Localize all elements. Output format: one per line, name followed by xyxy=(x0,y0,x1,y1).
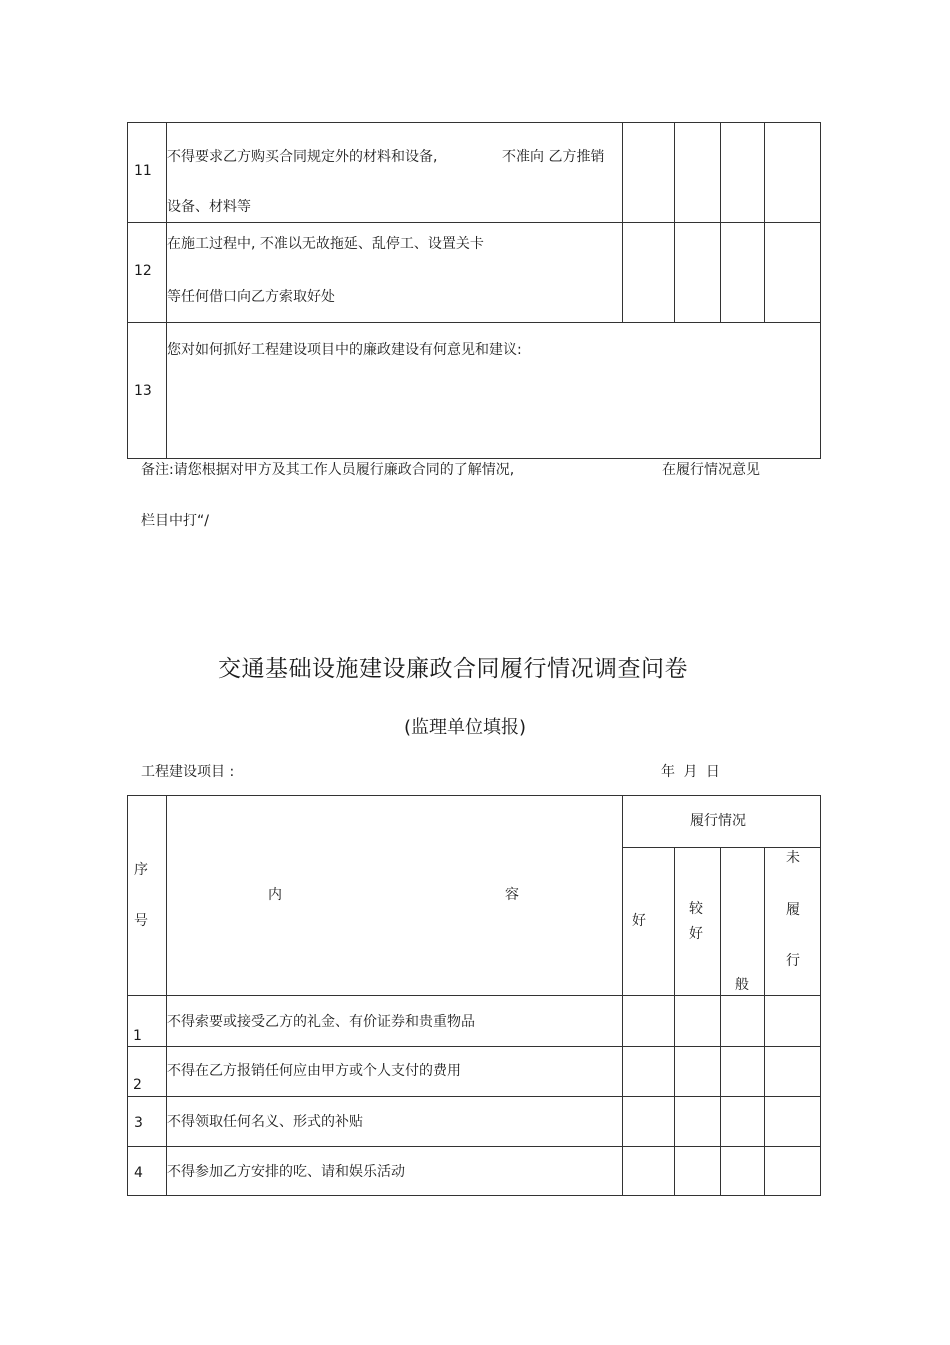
header-content: 容 xyxy=(505,887,519,903)
row-text: 不得要求乙方购买合同规定外的材料和设备, xyxy=(167,149,438,165)
column-divider xyxy=(720,122,721,322)
row-text: 在施工过程中, 不准以无故拖延、乱停工、设置关卡 xyxy=(167,236,484,252)
row-number: 3 xyxy=(134,1115,143,1131)
table-border xyxy=(127,795,128,1196)
table-border xyxy=(127,1195,821,1196)
row-divider xyxy=(127,995,821,996)
header-not-performed: 履 xyxy=(786,902,800,918)
row-number: 4 xyxy=(134,1165,143,1181)
header-seq: 序 xyxy=(134,862,148,878)
column-divider xyxy=(622,795,623,1196)
column-divider xyxy=(720,847,721,1196)
column-divider xyxy=(674,847,675,1196)
note-text: 备注:请您根据对甲方及其工作人员履行廉政合同的了解情况, xyxy=(141,462,515,478)
note-text: 栏目中打“/ xyxy=(141,513,209,529)
row-divider xyxy=(127,1096,821,1097)
project-label: 工程建设项目 : xyxy=(141,764,235,780)
row-text: 不得在乙方报销任何应由甲方或个人支付的费用 xyxy=(167,1063,461,1079)
header-fair: 较 xyxy=(689,901,703,917)
document-title: 交通基础设施建设廉政合同履行情况调查问卷 xyxy=(218,656,688,682)
table-border xyxy=(820,795,821,1196)
row-number: 2 xyxy=(133,1077,142,1093)
row-divider xyxy=(127,1046,821,1047)
table-border xyxy=(127,795,821,796)
row-text: 等任何借口向乙方索取好处 xyxy=(167,289,335,305)
row-number: 11 xyxy=(134,163,152,179)
date-label: 年 月 日 xyxy=(661,764,720,780)
row-text: 不得领取任何名义、形式的补贴 xyxy=(167,1114,363,1130)
table-border xyxy=(127,458,821,459)
header-seq: 号 xyxy=(134,913,148,929)
row-number: 13 xyxy=(134,383,152,399)
row-number: 12 xyxy=(134,263,152,279)
document-subtitle: (监理单位填报) xyxy=(403,717,527,738)
document-subtitle-wrap xyxy=(0,713,930,739)
table-border xyxy=(820,122,821,459)
column-divider xyxy=(674,122,675,322)
header-not-performed: 行 xyxy=(786,953,800,969)
column-divider xyxy=(764,122,765,322)
row-divider xyxy=(127,1146,821,1147)
row-text: 不准向 乙方推销 xyxy=(502,149,605,165)
column-divider xyxy=(622,122,623,322)
header-average: 般 xyxy=(735,977,749,993)
header-divider xyxy=(622,847,821,848)
row-text: 设备、材料等 xyxy=(167,199,251,215)
row-text: 不得索要或接受乙方的礼金、有价证券和贵重物品 xyxy=(167,1014,475,1030)
table-border xyxy=(127,122,128,459)
table-border xyxy=(127,122,821,123)
header-not-performed: 未 xyxy=(786,850,800,866)
header-content: 内 xyxy=(268,887,282,903)
header-fair: 好 xyxy=(689,926,703,942)
row-divider xyxy=(127,222,821,223)
column-divider xyxy=(166,795,167,1196)
row-text: 不得参加乙方安排的吃、请和娱乐活动 xyxy=(167,1164,405,1180)
header-good: 好 xyxy=(632,913,646,929)
document-title-wrap xyxy=(0,650,906,683)
top-table xyxy=(0,0,950,470)
row-divider xyxy=(127,322,821,323)
row-number: 1 xyxy=(133,1028,142,1044)
note-text: 在履行情况意见 xyxy=(662,462,760,478)
row-text: 您对如何抓好工程建设项目中的廉政建设有何意见和建议: xyxy=(167,342,522,358)
column-divider xyxy=(764,847,765,1196)
header-status: 履行情况 xyxy=(690,813,746,829)
